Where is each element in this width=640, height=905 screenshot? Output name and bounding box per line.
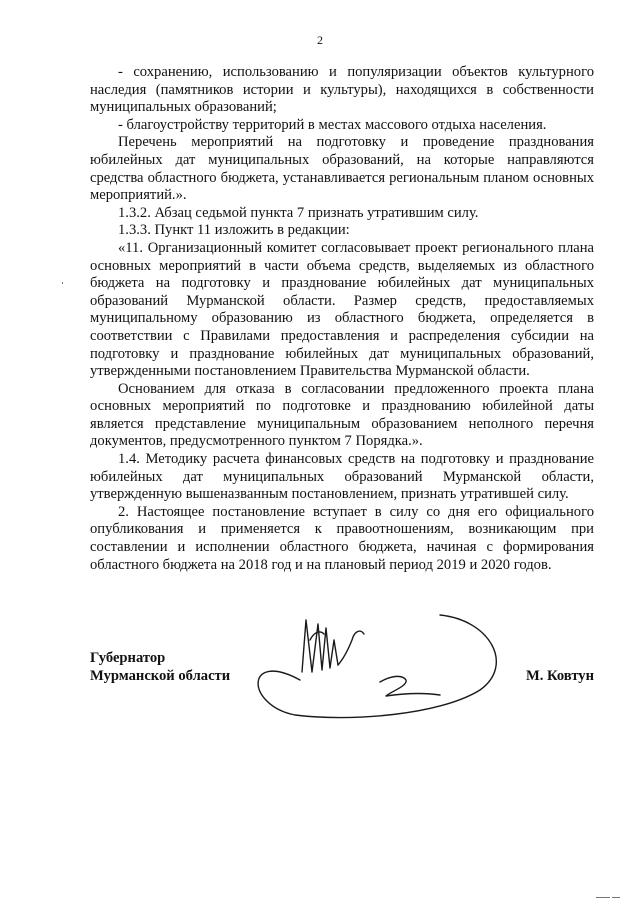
paragraph-landscaping: - благоустройству территорий в местах массового отдыха населения. [118,116,547,133]
handwritten-signature [240,610,510,720]
signer-title-line-1: Губернатор [90,650,166,666]
signer-name: М. Ковтун [525,667,594,684]
signer-title-line-2: Мурманской области [90,667,231,684]
signer-title [90,650,230,685]
document-body [90,64,594,574]
scan-speck [612,897,620,898]
paragraph-1-3-3: 1.3.3. Пункт 11 изложить в редакции: [118,222,350,239]
paragraph-point-11: «11. Организационный комитет согласовывает проект регионального плана основных мероприятий в части объема средств, выделяемых из областного бюджета на подготовку и празднование юбилейных дат муниципальных образований Мурманской области. Размер средств, предоставляемых муниципальному образованию из областного бюджета, определяется в соответствии с Правилами предоставления и распределения субсидии на подготовку и празднование юбилейных дат муниципальных образований, утвержденными постановлением Правительства Мурманской области. [90,239,594,380]
scan-speck [596,897,610,898]
paragraph-2-entry-into-force: 2. Настоящее постановление вступает в силу со дня его официального опубликования и применяется к правоотношениям, возникающим при составлении и исполнении областного бюджета, начиная с формирования областного бюджета на 2018 год и на плановый период 2019 и 2020 годов. [90,503,594,573]
page-number: 2 [317,33,323,47]
paragraph-events-list: Перечень мероприятий на подготовку и проведение празднования юбилейных дат муниципальных образований, на которые направляются средства областного бюджета, устанавливается региональным планом основных мероприятий.». [90,134,594,204]
paragraph-1-3-2: 1.3.2. Абзац седьмой пункта 7 признать утратившим силу. [118,204,479,221]
paragraph-heritage: - сохранению, использованию и популяризации объектов культурного наследия (памятников истории и культуры), находящихся в собственности муниципальных образований; [90,64,594,116]
signature-block [90,650,594,720]
paragraph-1-4: 1.4. Методику расчета финансовых средств на подготовку и празднование юбилейных дат муниципальных образований Мурманской области, утвержденную вышеназванным постановлением, признать утратившей силу. [90,451,594,503]
paragraph-refusal-grounds: Основанием для отказа в согласовании предложенного проекта плана основных мероприятий по подготовке и празднованию юбилейной даты является представление муниципальным образованием неполного перечня документов, предусмотренного пунктом 7 Порядка.». [90,380,594,450]
scan-speck [62,282,63,284]
